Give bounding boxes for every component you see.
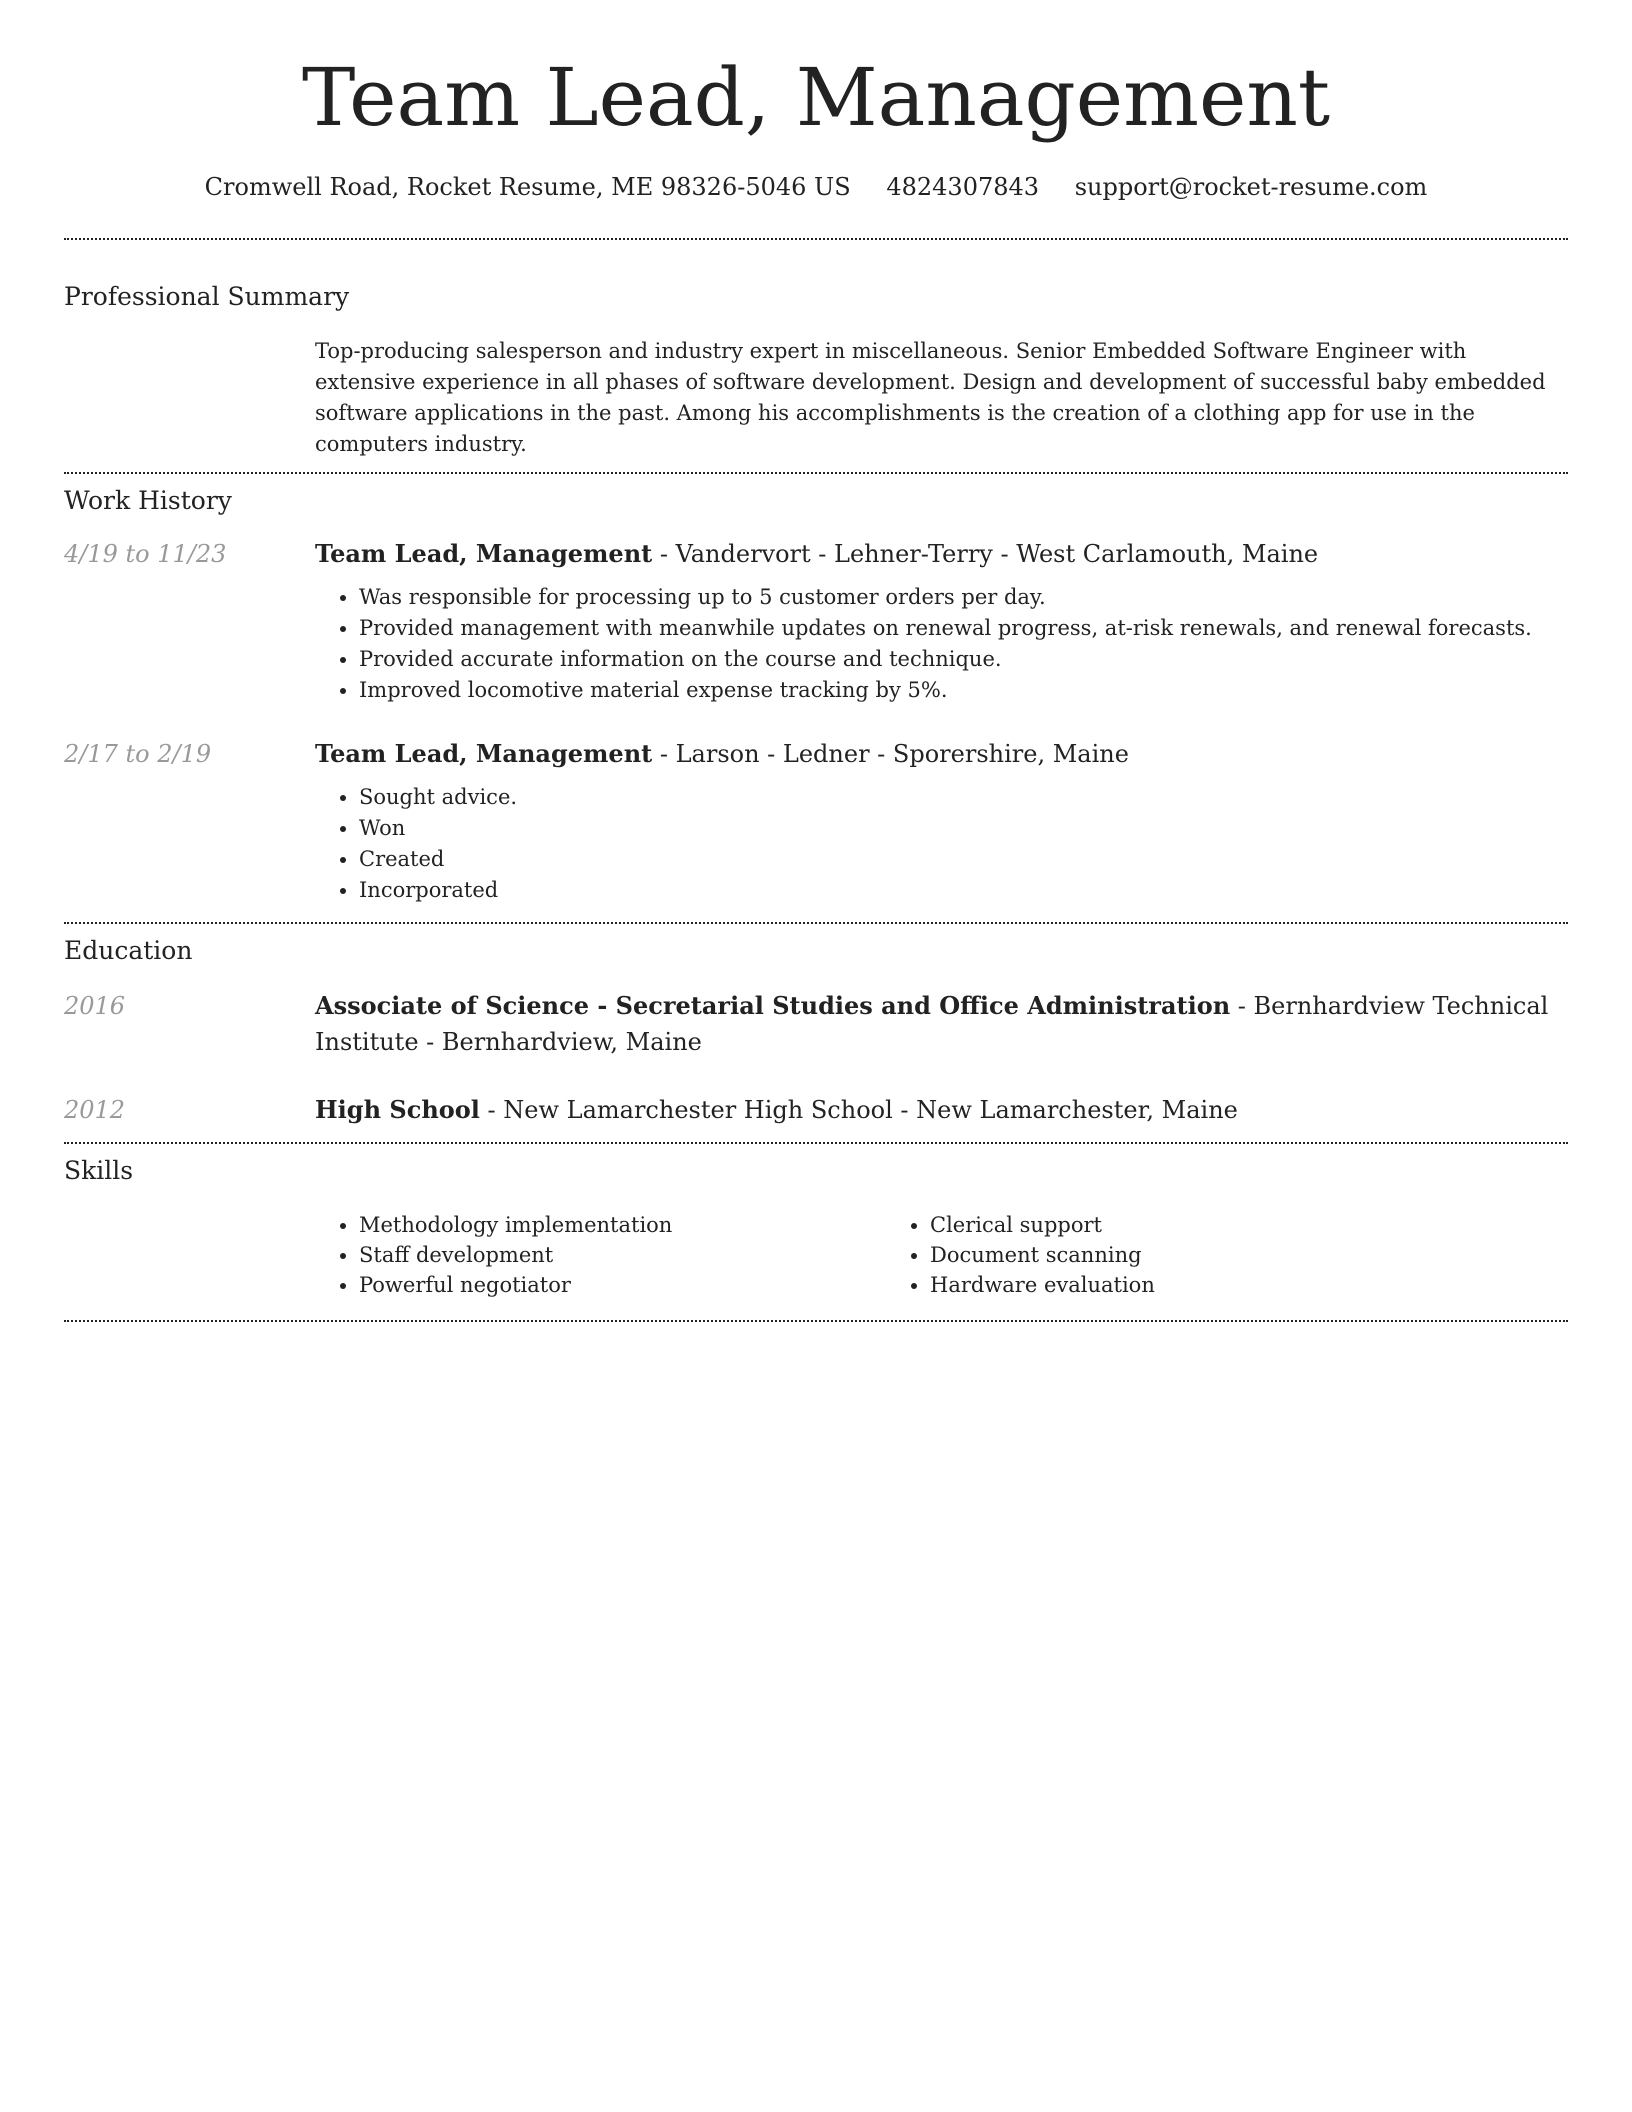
education-details: - New Lamarchester High School - New Lamarchester, Maine [479, 1096, 1238, 1124]
job-entry [64, 536, 1568, 706]
job-heading [315, 536, 1568, 572]
work-history-section [64, 486, 1568, 906]
skill-item: • Hardware evaluation [930, 1270, 1568, 1300]
job-position: Team Lead, Management [315, 539, 653, 568]
section-title-work: Work History [64, 486, 232, 515]
skill-item: • Methodology implementation [359, 1210, 886, 1240]
section-title-skills: Skills [64, 1156, 134, 1185]
education-entry [64, 1092, 1568, 1128]
section-title-summary: Professional Summary [64, 282, 350, 311]
skill-item: • Powerful negotiator [359, 1270, 886, 1300]
divider [64, 472, 1568, 474]
education-year: 2016 [64, 992, 126, 1020]
education-degree: Associate of Science - Secretarial Studies and Office Administration [315, 991, 1231, 1020]
education-year: 2012 [64, 1096, 126, 1124]
list-item: • Provided accurate information on the course and technique. [359, 644, 1568, 675]
skill-item: • Document scanning [930, 1240, 1568, 1270]
job-heading [315, 736, 1568, 772]
summary-text: Top-producing salesperson and industry expert in miscellaneous. Senior Embedded Software Engineer with extensive experience in all phases of software development. Design and development of successful baby embedded software applications in the past. Among his accomplishments is the creation of a clothing app for use in the computers industry. [315, 339, 1546, 456]
education-entry [64, 988, 1568, 1060]
list-item: • Was responsible for processing up to 5 customer orders per day. [359, 582, 1568, 613]
skills-list-right [886, 1210, 1568, 1300]
divider [64, 1142, 1568, 1144]
contact-phone: 4824307843 [886, 173, 1040, 201]
skills-grid [315, 1210, 1568, 1300]
education-section [64, 936, 1568, 1128]
job-bullets [315, 582, 1568, 706]
divider [64, 922, 1568, 924]
contact-line [64, 172, 1568, 202]
skill-item: • Clerical support [930, 1210, 1568, 1240]
summary-section [64, 282, 1568, 460]
job-dates: 4/19 to 11/23 [64, 540, 227, 568]
resume-page [64, 0, 1568, 1322]
job-details: - Vandervort - Lehner-Terry - West Carlamouth, Maine [652, 540, 1319, 568]
skills-section [64, 1156, 1568, 1300]
list-item: • Created [359, 844, 1568, 875]
education-degree: High School [315, 1095, 480, 1124]
list-item: • Sought advice. [359, 782, 1568, 813]
section-title-education: Education [64, 936, 193, 965]
education-heading [315, 1092, 1568, 1128]
job-position: Team Lead, Management [315, 739, 653, 768]
job-bullets [315, 782, 1568, 906]
list-item: • Improved locomotive material expense tracking by 5%. [359, 675, 1568, 706]
job-entry [64, 736, 1568, 906]
contact-email[interactable]: support@rocket-resume.com [1074, 173, 1428, 201]
list-item: • Won [359, 813, 1568, 844]
education-heading [315, 988, 1568, 1060]
skills-list-left [315, 1210, 886, 1300]
list-item: • Provided management with meanwhile updates on renewal progress, at-risk renewals, and renewal forecasts. [359, 613, 1568, 644]
divider [64, 238, 1568, 240]
education-details: - Bernhardview Technical Institute - Bernhardview, Maine [315, 992, 1549, 1056]
list-item: • Incorporated [359, 875, 1568, 906]
skill-item: • Staff development [359, 1240, 886, 1270]
candidate-name: Team Lead, Management [302, 51, 1330, 144]
job-dates: 2/17 to 2/19 [64, 740, 212, 768]
divider [64, 1320, 1568, 1322]
contact-address: Cromwell Road, Rocket Resume, ME 98326-5046 US [204, 173, 851, 201]
job-details: - Larson - Ledner - Sporershire, Maine [652, 740, 1129, 768]
